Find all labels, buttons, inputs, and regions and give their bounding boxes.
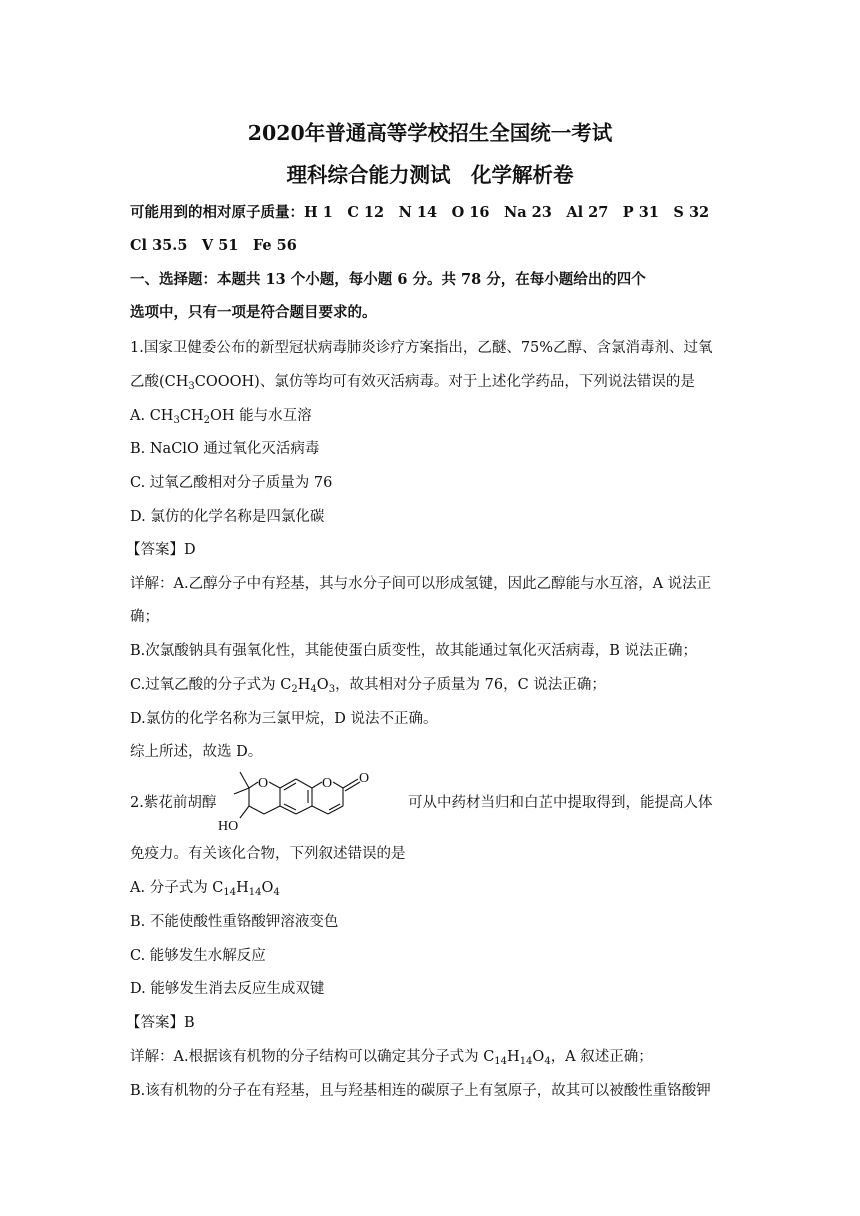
q1-explanation-line5: D.氯仿的化学名称为三氯甲烷，D 说法不正确。: [130, 711, 438, 727]
mol-oxygen-2: O: [322, 776, 333, 791]
q2-stem-suffix: 可从中药材当归和白芷中提取得到，能提高人体: [408, 795, 713, 811]
q2-option-c: C. 能够发生水解反应: [130, 948, 266, 964]
q2-stem-prefix: 2.紫花前胡醇: [130, 795, 217, 811]
q2-explanation-line1: 详解：A.根据该有机物的分子结构可以确定其分子式为 $C_{14}H_{14}O_4$，A 叙述正确；: [130, 1049, 653, 1067]
q2-stem-line2: 免疫力。有关该化合物，下列叙述错误的是: [130, 846, 406, 862]
q1-explanation-line6: 综上所述，故选 D。: [130, 744, 263, 760]
q1-stem-line2: 乙酸$(CH_3COOOH)$、氯仿等均可有效灭活病毒。对于上述化学药品，下列说法错误的是: [130, 374, 695, 392]
mol-hydroxyl: HO: [218, 819, 239, 834]
q1-stem-line1: 1.国家卫健委公布的新型冠状病毒肺炎诊疗方案指出，乙醚、75%乙醇、含氯消毒剂、过氧: [130, 340, 713, 356]
q1-explanation-line1: 详解：A.乙醇分子中有羟基，其与水分子间可以形成氢键，因此乙醇能与水互溶，A 说法正: [130, 576, 712, 592]
q1-explanation-line3: B.次氯酸钠具有强氧化性，其能使蛋白质变性，故其能通过氧化灭活病毒，B 说法正确；: [130, 643, 698, 659]
molecule-structure-image: [218, 768, 408, 834]
section-heading-line2: 选项中，只有一项是符合题目要求的。: [130, 304, 377, 321]
q1-explanation-line2: 确；: [130, 609, 159, 625]
q1-option-b: B. NaClO 通过氧化灭活病毒: [130, 441, 320, 457]
q1-answer: 【答案】D: [126, 542, 196, 558]
mol-oxygen-1: O: [258, 776, 269, 791]
atomic-masses-line2: Cl 35.5 V 51 Fe 56: [130, 237, 297, 254]
q1-option-c: C. 过氧乙酸相对分子质量为 76: [130, 475, 333, 491]
exam-title: 2020年普通高等学校招生全国统一考试: [247, 121, 613, 145]
q2-answer: 【答案】B: [126, 1015, 195, 1031]
q2-option-b: B. 不能使酸性重铬酸钾溶液变色: [130, 914, 339, 930]
mol-oxygen-3: O: [359, 771, 370, 786]
exam-subtitle: 理科综合能力测试 化学解析卷: [286, 163, 574, 187]
q2-explanation-line2: B.该有机物的分子在有羟基，且与羟基相连的碳原子上有氢原子，故其可以被酸性重铬酸钾: [130, 1083, 711, 1099]
q2-option-d: D. 能够发生消去反应生成双键: [130, 981, 325, 997]
atomic-masses-line1: 可能用到的相对原子质量：H 1 C 12 N 14 O 16 Na 23 Al 27 P 31 S 32: [130, 204, 710, 221]
section-heading-line1: 一、选择题：本题共 13 个小题，每小题 6 分。共 78 分，在每小题给出的四个: [130, 271, 646, 288]
q2-option-a: A. 分子式为 $C_{14}H_{14}O_4$: [130, 880, 280, 898]
q1-explanation-line4: C.过氧乙酸的分子式为 $C_2H_4O_3$，故其相对分子质量为 76，C 说法正确；: [130, 677, 606, 695]
q1-option-d: D. 氯仿的化学名称是四氯化碳: [130, 509, 325, 525]
q1-option-a: A. $CH_3CH_2OH$ 能与水互溶: [130, 408, 312, 426]
